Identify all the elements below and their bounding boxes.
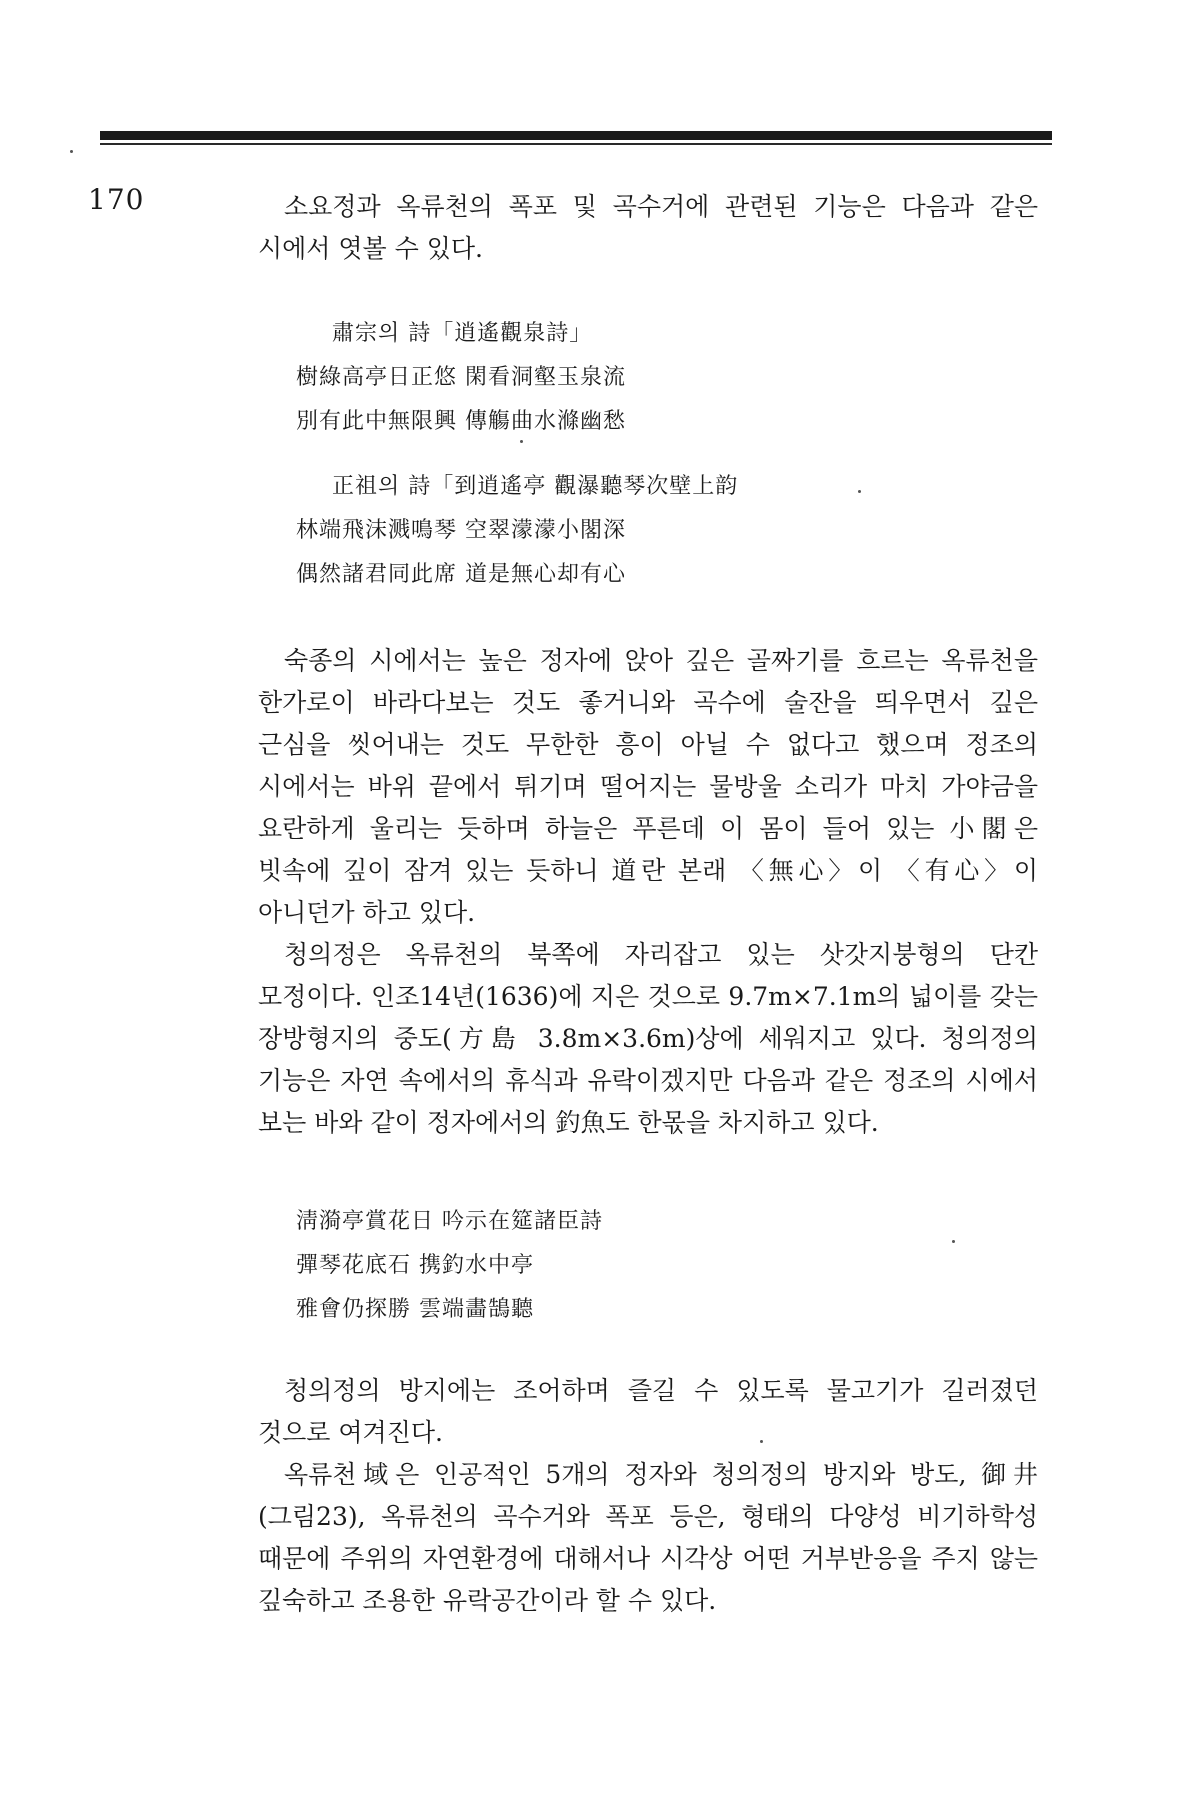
scan-speck bbox=[760, 1440, 763, 1443]
poem-line: 樹綠高亭日正悠 閑看洞壑玉泉流 bbox=[296, 365, 626, 390]
closing-block bbox=[258, 1370, 1038, 1622]
header-rule-thick bbox=[100, 131, 1052, 140]
body-paragraph: 청의정의 방지에는 조어하며 즐길 수 있도록 물고기가 길러졌던 것으로 여겨진다. bbox=[258, 1376, 1038, 1447]
body-paragraph: 청의정은 옥류천의 북쪽에 자리잡고 있는 삿갓지붕형의 단칸 모정이다. 인조14년(1636)에 지은 것으로 9.7m×7.1m의 넓이를 갖는 장방형지의 중도(方島 3.8m×3.6m)상에 세워지고 있다. 청의정의 기능은 자연 속에서의 휴식과 유락이겠지만 다음과 같은 정조의 시에서 보는 바와 같이 정자에서의 釣魚도 한몫을 차지하고 있다. bbox=[258, 940, 1038, 1137]
poem-sukjong bbox=[296, 312, 1016, 444]
scan-speck bbox=[520, 440, 523, 443]
poem-title: 正祖의 詩「到逍遙亭 觀瀑聽琴次壁上韵 bbox=[332, 474, 739, 499]
body-paragraph: 옥류천域은 인공적인 5개의 정자와 청의정의 방지와 방도, 御井(그림23), 옥류천의 곡수거와 폭포 등은, 형태의 다양성 비기하학성 때문에 주위의 자연환경에 대해서나 시각상 어떤 거부반응을 주지 않는 깊숙하고 조용한 유락공간이라 할 수 있다. bbox=[258, 1460, 1038, 1615]
discussion-block bbox=[258, 640, 1038, 1144]
page-number: 170 bbox=[88, 183, 145, 216]
poem-line: 彈琴花底石 携釣水中亭 bbox=[296, 1253, 534, 1278]
poem-line: 偶然諸君同此席 道是無心却有心 bbox=[296, 562, 626, 587]
scan-speck bbox=[70, 150, 73, 153]
poem-line: 雅會仍探勝 雲端畵鵠聽 bbox=[296, 1297, 534, 1322]
poem-cheongui bbox=[296, 1200, 1016, 1332]
poem-title: 淸漪亭賞花日 吟示在筵諸臣詩 bbox=[296, 1209, 603, 1234]
poem-title: 肅宗의 詩「逍遙觀泉詩」 bbox=[332, 321, 593, 346]
poem-line: 林端飛沫溅鳴琴 空翠濛濛小閣深 bbox=[296, 518, 626, 543]
body-paragraph: 숙종의 시에서는 높은 정자에 앉아 깊은 골짜기를 흐르는 옥류천을 한가로이 바라다보는 것도 좋거니와 곡수에 술잔을 띄우면서 깊은 근심을 씻어내는 것도 무한한 흥이 아닐 수 없다고 했으며 정조의 시에서는 바위 끝에서 튀기며 떨어지는 물방울 소리가 마치 가야금을 요란하게 울리는 듯하며 하늘은 푸른데 이 몸이 들어 있는 小閣은 빗속에 깊이 잠겨 있는 듯하니 道란 본래 〈無心〉이 〈有心〉이 아니던가 하고 있다. bbox=[258, 646, 1038, 927]
intro-paragraph: 소요정과 옥류천의 폭포 및 곡수거에 관련된 기능은 다음과 같은 시에서 엿볼 수 있다. bbox=[258, 192, 1038, 263]
scan-speck bbox=[952, 1240, 955, 1243]
intro-paragraph-block bbox=[258, 186, 1038, 270]
poem-line: 別有此中無限興 傳觴曲水滌幽愁 bbox=[296, 409, 626, 434]
header-rule-thin bbox=[100, 143, 1052, 145]
poem-jeongjo bbox=[296, 465, 1016, 597]
scan-speck bbox=[858, 490, 861, 493]
